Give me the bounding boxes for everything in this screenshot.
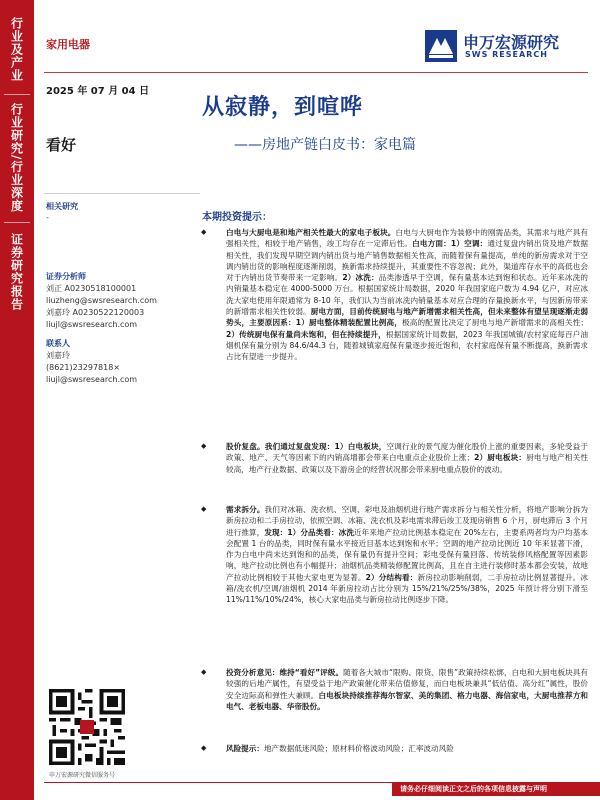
bullet-item [202,227,588,363]
bullet-item [202,667,588,712]
sidebar-label-industry: 行业及产业 [9,16,24,82]
logo-chinese-name: 申万宏源研究 [463,33,560,52]
sidebar-divider [4,94,30,95]
logo-english-name: SWS RESEARCH [465,50,548,59]
bullet-marker-icon: ◆ [201,505,207,513]
related-research-label: 相关研究 [46,202,78,211]
footer-divider [44,782,392,783]
sidebar-section-report [0,226,34,318]
contact-name: 刘嘉玲 [46,351,70,360]
company-logo [425,28,590,64]
sidebar-label-report: 证券研究报告 [9,233,24,311]
analyst-email[interactable]: liuzheng@swsresearch.com [46,296,157,305]
footer-disclaimer: 请务必仔细阅读正文之后的各项信息披露与声明 [400,785,547,793]
bullet-item [202,504,588,606]
analyst-line: 刘嘉玲 A0230522120003 [46,308,145,317]
analyst-line: 刘正 A0230518100001 [46,284,137,293]
rating: 看好 [46,136,77,154]
sidebar-section-industry [0,6,34,92]
report-title: 从寂静，到喧哗 [202,95,364,120]
sidebar-divider [4,222,30,223]
bullet-text: 股价复盘。我们通过复盘发现：1）白电板块，空调行业的景气度为催化股价上涨的重要因素，多轮受益于政策、地产、天气等因素下的内销高增都会带来白电重点企业股价上涨；2）厨电板块：厨电与地产相关性较高，地产行业数据、政策以及下游房企的经营状况都会带来厨电重点股价的波动。 [226,442,588,474]
sidebar-label-research: 行业研究/行业深度 [9,103,24,213]
bullet-marker-icon: ◆ [201,668,207,676]
bullet-text: 投资分析意见：维持“看好”评级。随着各大城市“限购、限贷、限售”政策持续松绑，白电和大厨电板块具有较强的后地产属性，有望受益于地产政策催化带来估值修复，而白电板块兼具“低估值、高分红”属性，股价安全边际高和弹性大兼顾。白电板块持续推荐海尔智家、美的集团、格力电器、海信家电，大厨电推荐方和电气、老板电器、华帝股份。 [226,668,588,711]
bullet-text: 风险提示：地产数据低迷风险；原材料价格波动风险；汇率波动风险 [226,744,454,753]
qr-caption: 申万宏源研究微信服务号 [49,772,116,779]
section-title: 本期投资提示： [202,212,272,223]
bullet-text: 白电与大厨电是和地产相关性最大的家电子板块。白电与大厨电作为装修中的刚需品类，其需求与地产具有强相关性，相较于地产销售，竣工均存在一定滞后性。白电方面：1）空调：通过复盘内销出货及地产数据相关性，我们发现早期空调内销出货与地产销售数据相关性高，而随着保有量提高，单纯的新房需求对于空调内销出货的影响程度逐渐削弱，换新需求持续提升，其重要性不容忽视；此外，渠道库存水平的高低也会对于内销出货节奏带来一定影响。2）冰洗：品类渗透早于空调，保有量基本达到饱和状态。近年来冰洗的内销量基本稳定在 4000-5000 万台。根据国家统计局数据，2020 年我国家庭户数为 4.94 亿户，对应冰洗大家电使用年限通常为 8-10 年，我们认为当前冰洗内销量基本对应合理的存量换新水平，与因新房带来的新增需求相关性较弱。厨电方面，目前传统厨电与地产新增需求相关性高，但未来整体有望呈现逐渐走弱势头，主要原因系：1）厨电整体精装配置比例高，极高的配置比决定了厨电与地产新增需求的高相关性；2）传统厨电保有量尚未饱和，但在持续提升，根据国家统计局数据，2023 年我国城镇/农村家庭每百户油烟机保有量分别为 84.6/44.3 台，随着城镇家庭保有量逐步接近饱和，农村家庭保有量不断提高，换新需求占比有望进一步提升。 [226,228,589,362]
bullet-item [202,441,588,475]
bullet-marker-icon: ◆ [201,744,207,752]
analyst-heading: 证券分析师 [46,272,86,281]
related-research-item: - [46,213,49,222]
left-column-divider [44,193,200,194]
sidebar-section-research [0,98,34,218]
report-subtitle: ——房地产链白皮书：家电篇 [234,137,416,153]
contact-heading: 联系人 [46,339,70,348]
contact-phone: (8621)23297818× [46,363,121,372]
industry-category: 家用电器 [46,38,90,51]
bullet-text: 需求拆分。我们对冰箱、洗衣机、空调、彩电及油烟机进行地产需求拆分与相关性分析，将地产影响分拆为新房拉动和二手房拉动，依照空调、冰箱、洗衣机及彩电需求滞后竣工及现房销售 6 个月，厨电滞后 3 个月进行推算，发现：1）分品类看：冰洗近年来地产拉动比例基本稳定在 20%左右，主要系两者均为户均基本会配置 1 台的品类，同时保有量水平接近目基本达到饱和水平；空调的地产拉动比例近 10 年来显著下滑，作为白电中尚未达到饱和的品类，保有量仍有提升空间；彩电受保有量回落、传统装修风格配置等因素影响，地产拉动比例也有小幅提升；油烟机品类精装修配置比例高，且在自主进行装修时基本都会安装，故地产拉动比例相较于其他大家电更为显著。2）分结构看：新房拉动影响削弱，二手房拉动比例显著提升。冰箱/洗衣机/空调/油烟机 2014 年新房拉动占比分别为 15%/21%/25%/38%，2025 年预计将分别下滑至 11%/11%/10%/24%，核心大家电品类与新房拉动比例逐步下降。 [226,505,589,605]
report-date: 2025 年 07 月 04 日 [46,86,150,97]
analyst-email[interactable]: liujl@swsresearch.com [46,320,138,329]
contact-email[interactable]: liujl@swsresearch.com [46,375,138,384]
qr-code-icon [49,689,125,765]
bullet-marker-icon: ◆ [201,442,207,450]
bullet-item [202,743,588,754]
bullet-marker-icon: ◆ [201,228,207,236]
logo-mark-icon [425,30,457,62]
header-divider [44,72,588,73]
